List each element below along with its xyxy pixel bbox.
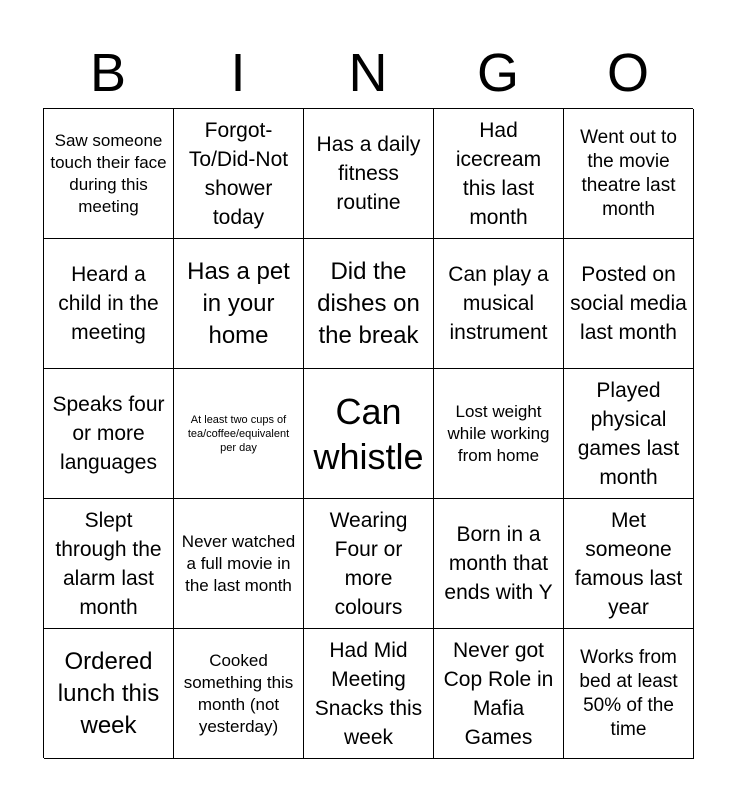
bingo-cell[interactable] bbox=[174, 109, 304, 239]
cell-text: Played physical games last month bbox=[577, 378, 680, 489]
bingo-cell[interactable] bbox=[174, 369, 304, 499]
cell-text: Cooked something this month (not yesterday) bbox=[183, 650, 294, 736]
cell-text: Slept through the alarm last month bbox=[55, 508, 162, 619]
bingo-cell[interactable] bbox=[564, 109, 694, 239]
bingo-cell[interactable] bbox=[304, 629, 434, 759]
cell-text: Has a daily fitness routine bbox=[316, 133, 421, 214]
header-letter-g: G bbox=[476, 43, 519, 103]
cell-text: Had icecream this last month bbox=[455, 118, 542, 229]
bingo-cell[interactable] bbox=[44, 109, 174, 239]
cell-text: Saw someone touch their face during this meeting bbox=[50, 130, 167, 216]
header-letter-n: N bbox=[348, 43, 388, 103]
cell-text: Can whistle bbox=[313, 390, 424, 477]
header-letter-b: B bbox=[89, 43, 127, 103]
cell-text: Had Mid Meeting Snacks this week bbox=[314, 638, 423, 749]
bingo-cell[interactable] bbox=[304, 239, 434, 369]
cell-text: At least two cups of tea/coffee/equivalent per day bbox=[187, 413, 290, 454]
cell-text: Never watched a full movie in the last month bbox=[181, 531, 296, 595]
cell-text: Works from bed at least 50% of the time bbox=[579, 646, 678, 740]
bingo-cell[interactable] bbox=[44, 499, 174, 629]
header-letter-i: I bbox=[230, 43, 246, 103]
bingo-card-grid bbox=[43, 108, 693, 758]
bingo-cell[interactable] bbox=[434, 629, 564, 759]
bingo-cell[interactable] bbox=[44, 369, 174, 499]
bingo-cell[interactable] bbox=[434, 109, 564, 239]
bingo-cell[interactable] bbox=[564, 369, 694, 499]
bingo-cell[interactable] bbox=[564, 239, 694, 369]
bingo-cell[interactable] bbox=[304, 109, 434, 239]
bingo-cell[interactable] bbox=[174, 499, 304, 629]
bingo-cell[interactable] bbox=[434, 369, 564, 499]
bingo-cell[interactable] bbox=[564, 629, 694, 759]
bingo-cell[interactable] bbox=[434, 239, 564, 369]
cell-text: Lost weight while working from home bbox=[447, 401, 550, 465]
bingo-cell-center[interactable] bbox=[304, 369, 434, 499]
cell-text: Born in a month that ends with Y bbox=[444, 523, 553, 604]
cell-text: Can play a musical instrument bbox=[448, 263, 549, 344]
cell-text: Posted on social media last month bbox=[570, 263, 687, 344]
cell-text: Met someone famous last year bbox=[574, 508, 683, 619]
bingo-cell[interactable] bbox=[174, 629, 304, 759]
bingo-cell[interactable] bbox=[44, 239, 174, 369]
cell-text: Has a pet in your home bbox=[187, 257, 290, 349]
cell-text: Never got Cop Role in Mafia Games bbox=[443, 638, 554, 749]
bingo-cell[interactable] bbox=[564, 499, 694, 629]
cell-text: Did the dishes on the break bbox=[317, 257, 420, 349]
header-letter-o: O bbox=[606, 43, 649, 103]
cell-text: Speaks four or more languages bbox=[52, 393, 165, 474]
bingo-cell[interactable] bbox=[44, 629, 174, 759]
cell-text: Forgot-To/Did-Not shower today bbox=[188, 118, 289, 229]
bingo-header bbox=[43, 40, 693, 106]
cell-text: Ordered lunch this week bbox=[57, 647, 160, 739]
bingo-cell[interactable] bbox=[174, 239, 304, 369]
cell-text: Heard a child in the meeting bbox=[58, 263, 159, 344]
cell-text: Wearing Four or more colours bbox=[329, 508, 408, 619]
bingo-cell[interactable] bbox=[434, 499, 564, 629]
cell-text: Went out to the movie theatre last month bbox=[580, 126, 677, 220]
bingo-cell[interactable] bbox=[304, 499, 434, 629]
